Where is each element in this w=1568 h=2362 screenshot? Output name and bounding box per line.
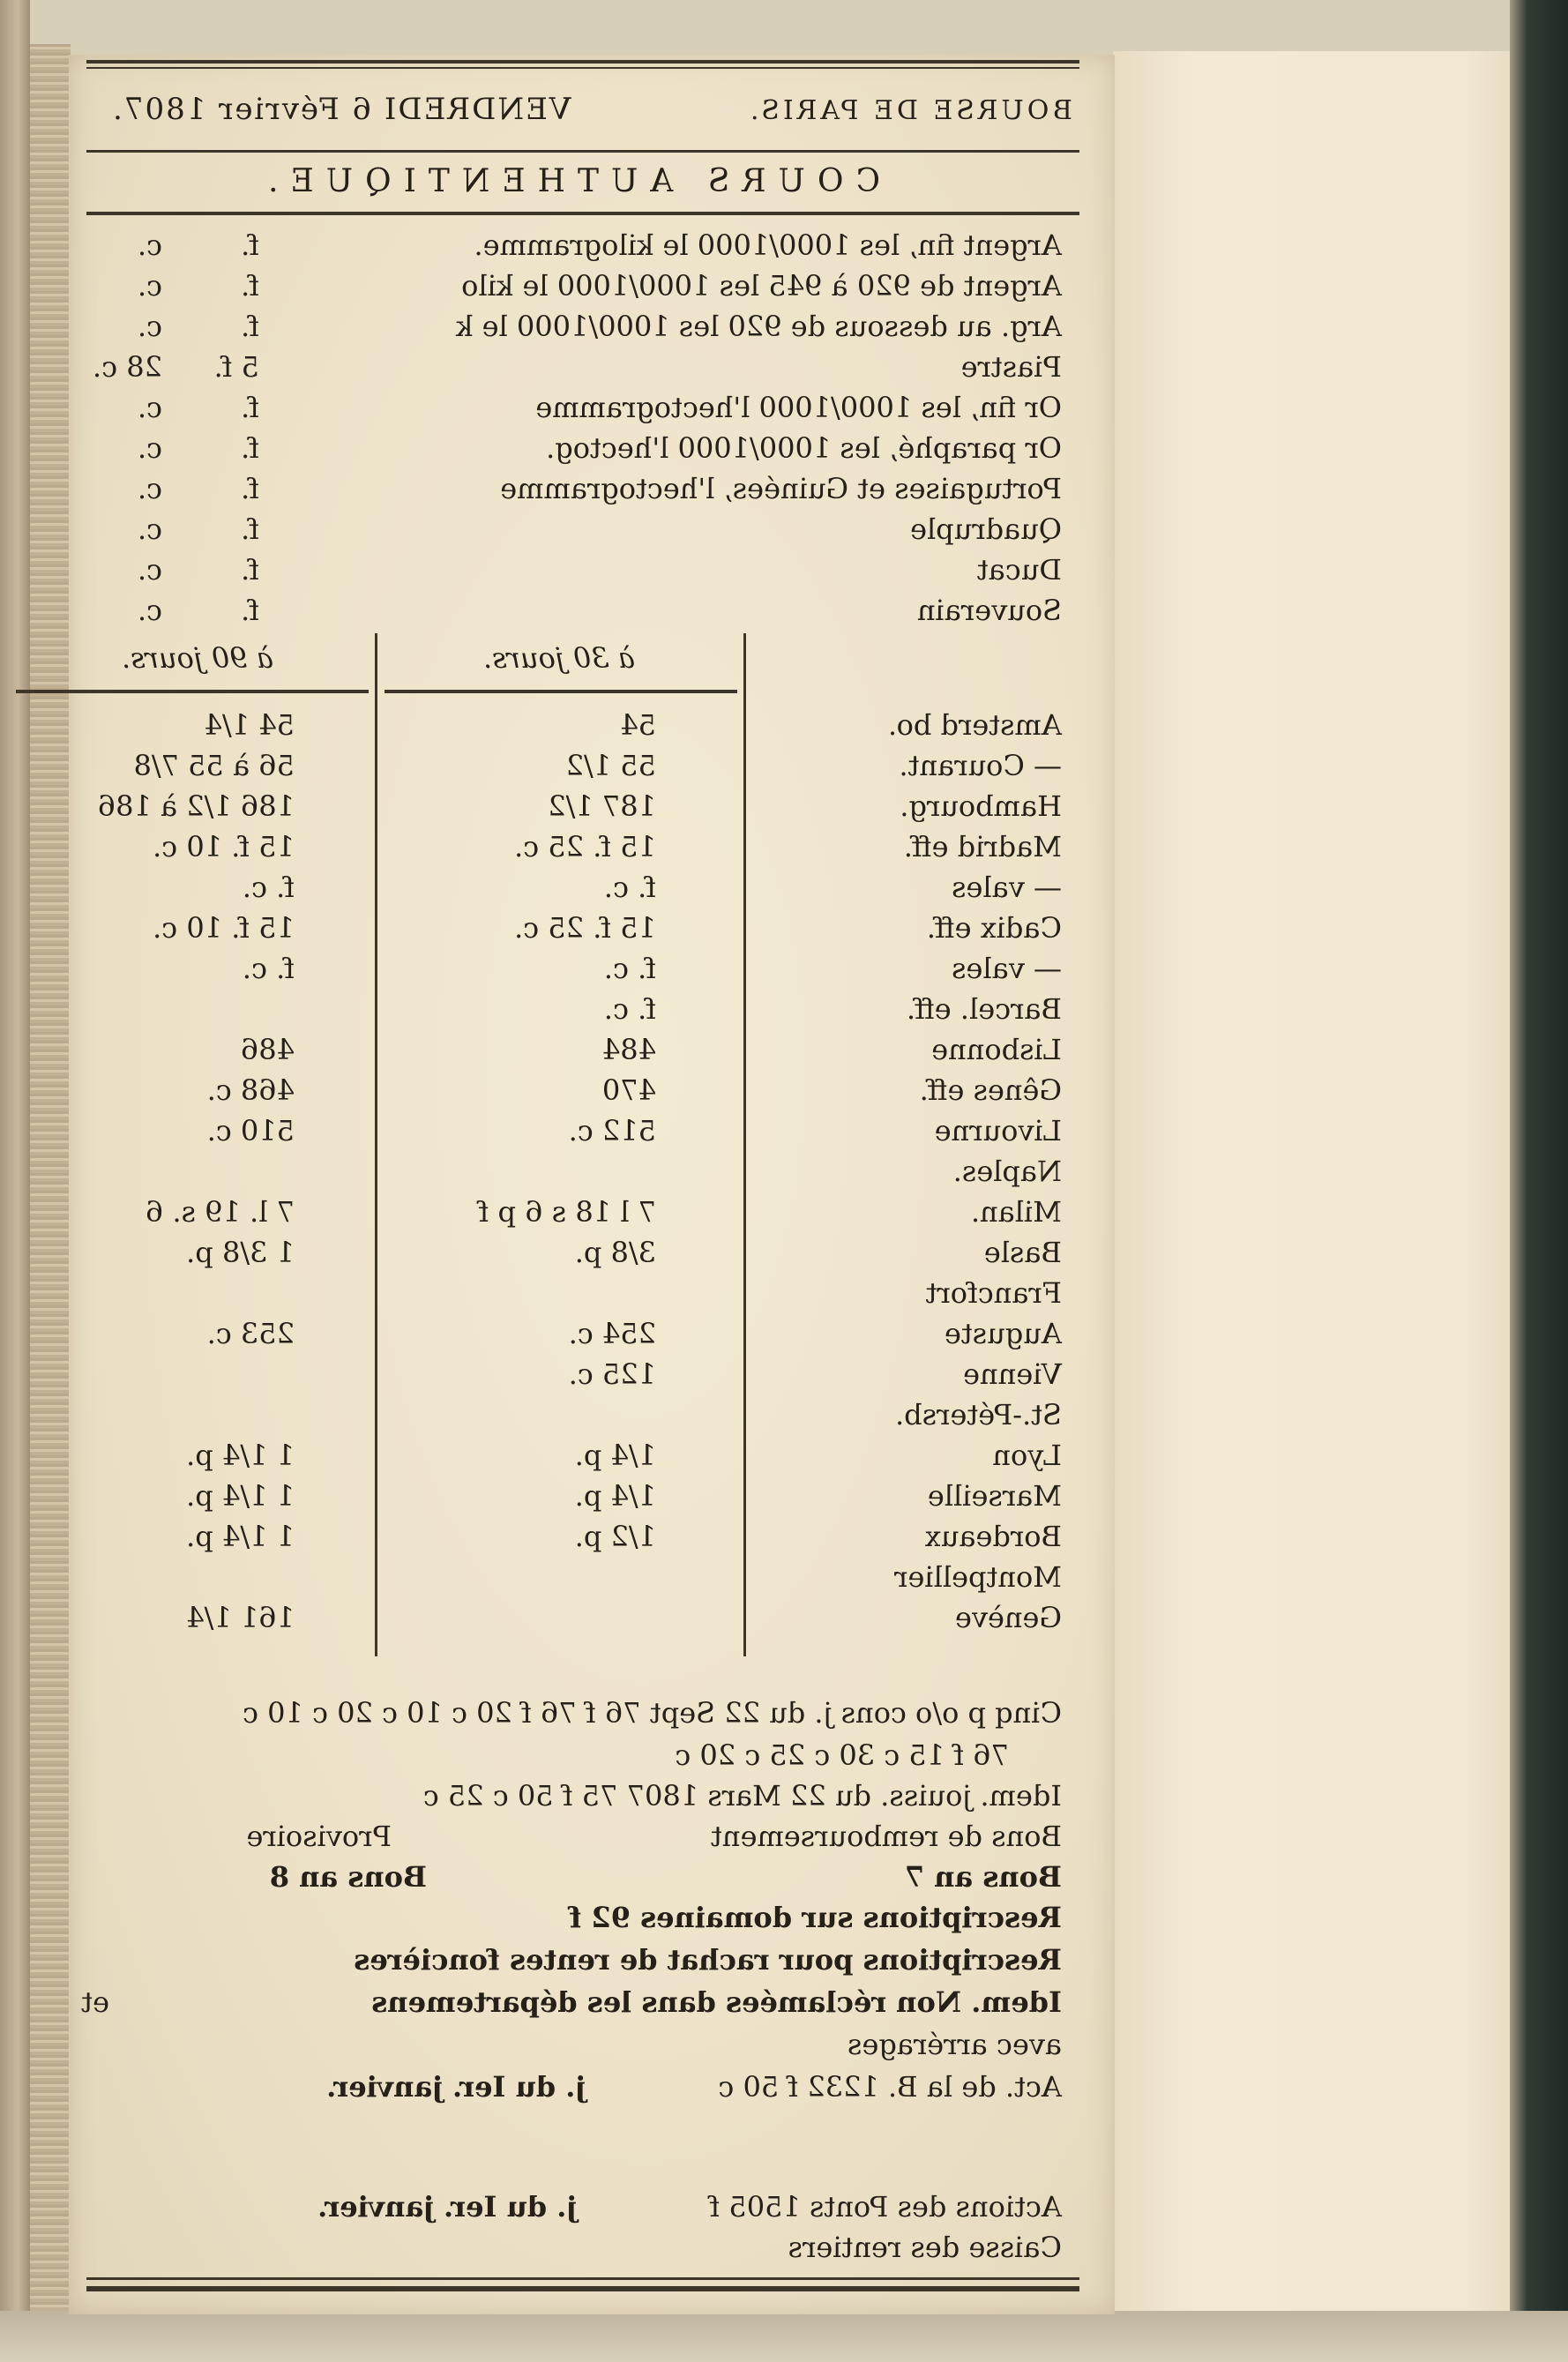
exchange-30-days: 7 l 18 s 6 p f (478, 1195, 656, 1229)
exchange-place: Basle (983, 1236, 1062, 1269)
bottom-border (86, 2277, 1079, 2280)
metal-cent: c. (137, 391, 162, 424)
exchange-place: Genève (954, 1601, 1062, 1634)
top-border (86, 60, 1079, 64)
fund-line: 76 f 15 c 30 c 25 c 20 c (675, 1738, 1009, 1772)
exchange-place: Naples. (952, 1155, 1062, 1188)
exchange-30-days: 125 c. (568, 1357, 656, 1391)
page-edges (0, 0, 30, 2362)
header-right: VENDREDI 6 Février 1807. (111, 92, 571, 127)
col90-rule (16, 690, 369, 693)
exchange-place: Marseille (927, 1479, 1062, 1513)
exchange-place: Francfort (925, 1276, 1062, 1310)
exchange-place: — Courant. (899, 749, 1062, 782)
metal-cent: c. (137, 310, 162, 343)
fund-line: Caisse des rentiers (788, 2231, 1062, 2264)
exchange-90-days: 1 1/4 p. (186, 1479, 295, 1513)
fund-line: Rescriptions sur domaines 92 f (569, 1901, 1062, 1934)
metal-franc: 5 f. (213, 350, 259, 384)
metal-label: Or paraphé, les 1000/1000 l'hectog. (546, 431, 1062, 465)
exchange-30-days: 512 c. (568, 1114, 656, 1147)
exchange-90-days: 468 c. (206, 1073, 295, 1107)
metal-label: Or fin, les 1000/1000 l'hectogramme (535, 391, 1062, 424)
exchange-place: St.-Pétersb. (895, 1398, 1062, 1431)
metal-franc: f. (241, 269, 259, 303)
exchange-30-days: 54 (620, 708, 656, 742)
exchange-90-days: 510 c. (206, 1114, 295, 1147)
metal-cent: 28 c. (93, 350, 162, 384)
exchange-90-days: 1 1/4 p. (186, 1439, 295, 1472)
metal-franc: f. (241, 310, 259, 343)
metal-cent: c. (137, 594, 162, 627)
exchange-place: Cadix eff. (926, 911, 1062, 945)
fund-line: Cinq p o/o cons j. du 22 Sept 76 f 76 f 20 c 10 c 20 c 10 c (243, 1696, 1062, 1730)
exchange-90-days: 161 1/4 (186, 1601, 295, 1634)
exchange-place: Vienne (963, 1357, 1062, 1391)
metal-cent: c. (137, 472, 162, 505)
exchange-place: Madrid eff. (903, 830, 1062, 863)
exchange-30-days: f. c. (603, 992, 656, 1026)
exchange-90-days: 54 1/4 (204, 708, 295, 742)
printed-page (69, 55, 1115, 2314)
fund-line: Act. de la B. 1232 f 50 c (718, 2070, 1062, 2104)
metal-label: Quadruple (910, 512, 1062, 546)
exchange-place: Milan. (970, 1195, 1062, 1229)
metal-label: Argent de 920 à 945 les 1000/1000 le kilo (461, 269, 1062, 303)
metal-label: Argent fin, les 1000/1000 le kilogramme. (474, 228, 1062, 262)
col30-header: à 30 jours. (483, 641, 635, 675)
header-left: BOURSE DE PARIS. (746, 95, 1072, 126)
exchange-30-days: 1/2 p. (574, 1520, 656, 1553)
exchange-30-days: f. c. (603, 871, 656, 904)
exchange-90-days: 15 f. 10 c. (153, 911, 295, 945)
exchange-place: Barcel. eff. (906, 992, 1062, 1026)
header-rule (86, 150, 1079, 153)
metal-label: Arg. au dessous de 920 les 1000/1000 le k (456, 310, 1062, 343)
facing-blank-page (1113, 51, 1526, 2316)
exchange-90-days: 56 à 55 7/8 (133, 749, 295, 782)
exchange-90-days: 1 3/8 p. (186, 1236, 295, 1269)
metal-cent: c. (137, 431, 162, 465)
exchange-place: Amsterd bo. (888, 708, 1062, 742)
exchange-30-days: 55 1/2 (565, 749, 656, 782)
metal-franc: f. (241, 512, 259, 546)
top-border-thin (86, 67, 1079, 69)
exchange-90-days: 15 f. 10 c. (153, 830, 295, 863)
metal-cent: c. (137, 269, 162, 303)
exchange-30-days: 254 c. (568, 1317, 656, 1350)
metal-cent: c. (137, 512, 162, 546)
exchange-30-days: 3/8 p. (574, 1236, 656, 1269)
jouissance-2: j. du Ier. janvier. (317, 2190, 577, 2224)
fund-line: avec arrérages (847, 2028, 1062, 2061)
exchange-30-days: 15 f. 25 c. (514, 830, 656, 863)
metal-cent: c. (137, 228, 162, 262)
bons-an-8-label: Bons an 8 (269, 1860, 427, 1894)
metal-label: Piastre (960, 350, 1062, 384)
exchange-divider-1 (743, 633, 746, 1656)
metal-franc: f. (241, 228, 259, 262)
exchange-90-days: 253 c. (206, 1317, 295, 1350)
col30-rule (385, 690, 737, 693)
fund-line: Actions des Ponts 1505 f (709, 2190, 1062, 2224)
col90-header: à 90 jours. (122, 641, 273, 675)
exchange-90-days: 486 (240, 1033, 295, 1066)
table-surface (0, 2311, 1568, 2362)
exchange-30-days: 1/4 p. (574, 1479, 656, 1513)
mirrored-print (69, 55, 1115, 2314)
exchange-divider-2 (375, 633, 377, 1656)
fund-line: Rescriptions pour rachat de rentes foncières (354, 1943, 1062, 1977)
provisoire-label: Provisoire (246, 1820, 392, 1853)
exchange-90-days: f. c. (242, 871, 295, 904)
exchange-place: — vales (952, 871, 1062, 904)
metal-label: Portugaises et Guinées, l'hectogramme (500, 472, 1062, 505)
fund-line: Idem. jouiss. du 22 Mars 1807 75 f 50 c 25 c (422, 1779, 1062, 1813)
exchange-30-days: 1/4 p. (574, 1439, 656, 1472)
et-label: et (81, 1985, 109, 2019)
jouissance-1: j. du Ier. janvier. (326, 2070, 586, 2104)
exchange-90-days: f. c. (242, 952, 295, 985)
exchange-30-days: 15 f. 25 c. (514, 911, 656, 945)
binding-edge (30, 44, 71, 2320)
fund-line: Bons an 7 (904, 1860, 1062, 1894)
metal-franc: f. (241, 553, 259, 587)
exchange-place: Livourne (934, 1114, 1062, 1147)
metal-franc: f. (241, 391, 259, 424)
exchange-30-days: 470 (601, 1073, 656, 1107)
metal-franc: f. (241, 431, 259, 465)
metal-label: Souverain (916, 594, 1062, 627)
exchange-place: Bordeaux (924, 1520, 1062, 1553)
fund-line: Bons de remboursement (711, 1820, 1062, 1853)
exchange-place: Lisbonne (931, 1033, 1062, 1066)
exchange-90-days: 7 l. 19 s. 6 (145, 1195, 295, 1229)
fund-line: Idem. Non réclamées dans les départemens (371, 1985, 1062, 2019)
exchange-place: — vales (952, 952, 1062, 985)
exchange-90-days: 1 1/4 p. (186, 1520, 295, 1553)
exchange-30-days: f. c. (603, 952, 656, 985)
book-cover (1510, 0, 1568, 2362)
exchange-90-days: 186 1/2 à 186 (97, 789, 295, 823)
exchange-place: Montpellier (894, 1560, 1062, 1594)
title-rule (86, 212, 1079, 215)
exchange-30-days: 187 1/2 (548, 789, 656, 823)
exchange-30-days: 484 (601, 1033, 656, 1066)
section-title: COURS AUTHENTIQUE. (256, 163, 880, 199)
metal-label: Ducat (976, 553, 1062, 587)
exchange-place: Auguste (944, 1317, 1062, 1350)
exchange-place: Gênes eff. (919, 1073, 1062, 1107)
exchange-place: Hambourg. (900, 789, 1062, 823)
bottom-border-thick (86, 2286, 1079, 2291)
metal-franc: f. (241, 594, 259, 627)
metal-cent: c. (137, 553, 162, 587)
metal-franc: f. (241, 472, 259, 505)
exchange-place: Lyon (992, 1439, 1062, 1472)
